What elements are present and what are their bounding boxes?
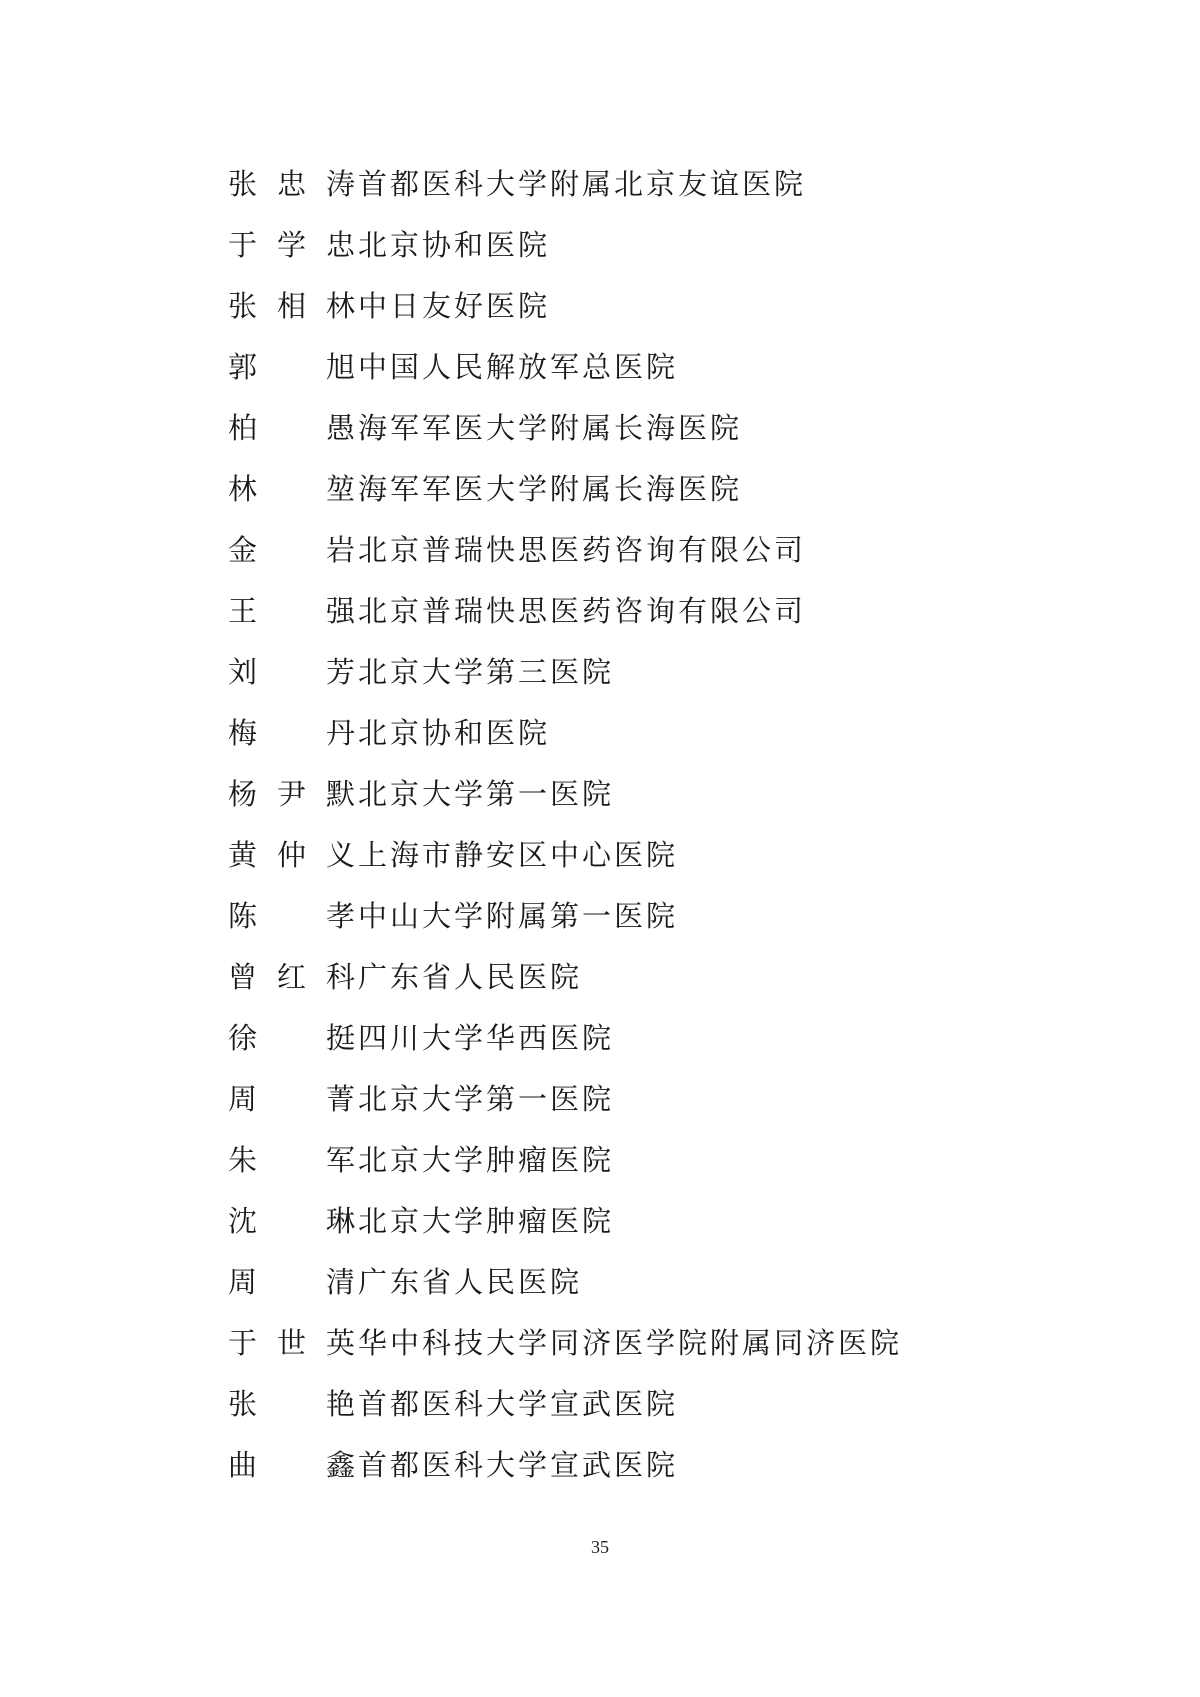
list-item [228,947,902,1008]
member-organization: 北京大学肿瘤医院 [358,1143,615,1177]
member-organization: 北京协和医院 [358,716,551,750]
member-name: 陈孝 [228,899,358,933]
member-organization: 上海市静安区中心医院 [358,838,679,872]
list-item [228,520,902,581]
list-item [228,459,902,520]
member-name: 王强 [228,594,358,628]
member-organization: 首都医科大学宣武医院 [358,1448,679,1482]
list-item [228,581,902,642]
list-item [228,215,902,276]
member-name: 刘芳 [228,655,358,689]
list-item [228,825,902,886]
member-name: 杨尹默 [228,777,358,811]
member-organization: 中山大学附属第一医院 [358,899,679,933]
list-item [228,1191,902,1252]
page-number: 35 [591,1537,609,1557]
member-name: 黄仲义 [228,838,358,872]
member-name: 周清 [228,1265,358,1299]
member-organization: 北京普瑞快思医药咨询有限公司 [358,533,807,567]
list-item [228,642,902,703]
member-name: 张相林 [228,289,358,323]
member-name: 沈琳 [228,1204,358,1238]
member-organization: 首都医科大学附属北京友谊医院 [358,167,807,201]
member-organization: 北京协和医院 [358,228,551,262]
member-name: 朱军 [228,1143,358,1177]
list-item [228,1313,902,1374]
list-item [228,1069,902,1130]
member-organization: 北京大学第一医院 [358,777,615,811]
member-organization: 海军军医大学附属长海医院 [358,411,743,445]
list-item [228,154,902,215]
member-name: 于世英 [228,1326,358,1360]
member-name: 金岩 [228,533,358,567]
member-name: 周菁 [228,1082,358,1116]
list-item [228,1130,902,1191]
member-organization: 广东省人民医院 [358,960,583,994]
list-item [228,398,902,459]
member-name: 张艳 [228,1387,358,1421]
list-item [228,1252,902,1313]
member-organization: 华中科技大学同济医学院附属同济医院 [358,1326,903,1360]
member-organization: 广东省人民医院 [358,1265,583,1299]
member-organization: 中日友好医院 [358,289,551,323]
member-organization: 北京大学第一医院 [358,1082,615,1116]
member-name: 曾红科 [228,960,358,994]
member-organization: 海军军医大学附属长海医院 [358,472,743,506]
list-item [228,886,902,947]
list-item [228,337,902,398]
list-item [228,276,902,337]
list-item [228,1374,902,1435]
list-item [228,703,902,764]
member-organization: 中国人民解放军总医院 [358,350,679,384]
member-name: 柏愚 [228,411,358,445]
member-name: 梅丹 [228,716,358,750]
member-organization: 首都医科大学宣武医院 [358,1387,679,1421]
member-organization: 北京大学肿瘤医院 [358,1204,615,1238]
list-item [228,1435,902,1496]
list-item [228,764,902,825]
member-name: 张忠涛 [228,167,358,201]
member-name: 曲鑫 [228,1448,358,1482]
member-organization: 四川大学华西医院 [358,1021,615,1055]
list-item [228,1008,902,1069]
member-name: 徐挺 [228,1021,358,1055]
member-organization: 北京大学第三医院 [358,655,615,689]
member-name: 郭旭 [228,350,358,384]
member-organization: 北京普瑞快思医药咨询有限公司 [358,594,807,628]
member-name: 林堃 [228,472,358,506]
member-list [228,154,902,1496]
member-name: 于学忠 [228,228,358,262]
